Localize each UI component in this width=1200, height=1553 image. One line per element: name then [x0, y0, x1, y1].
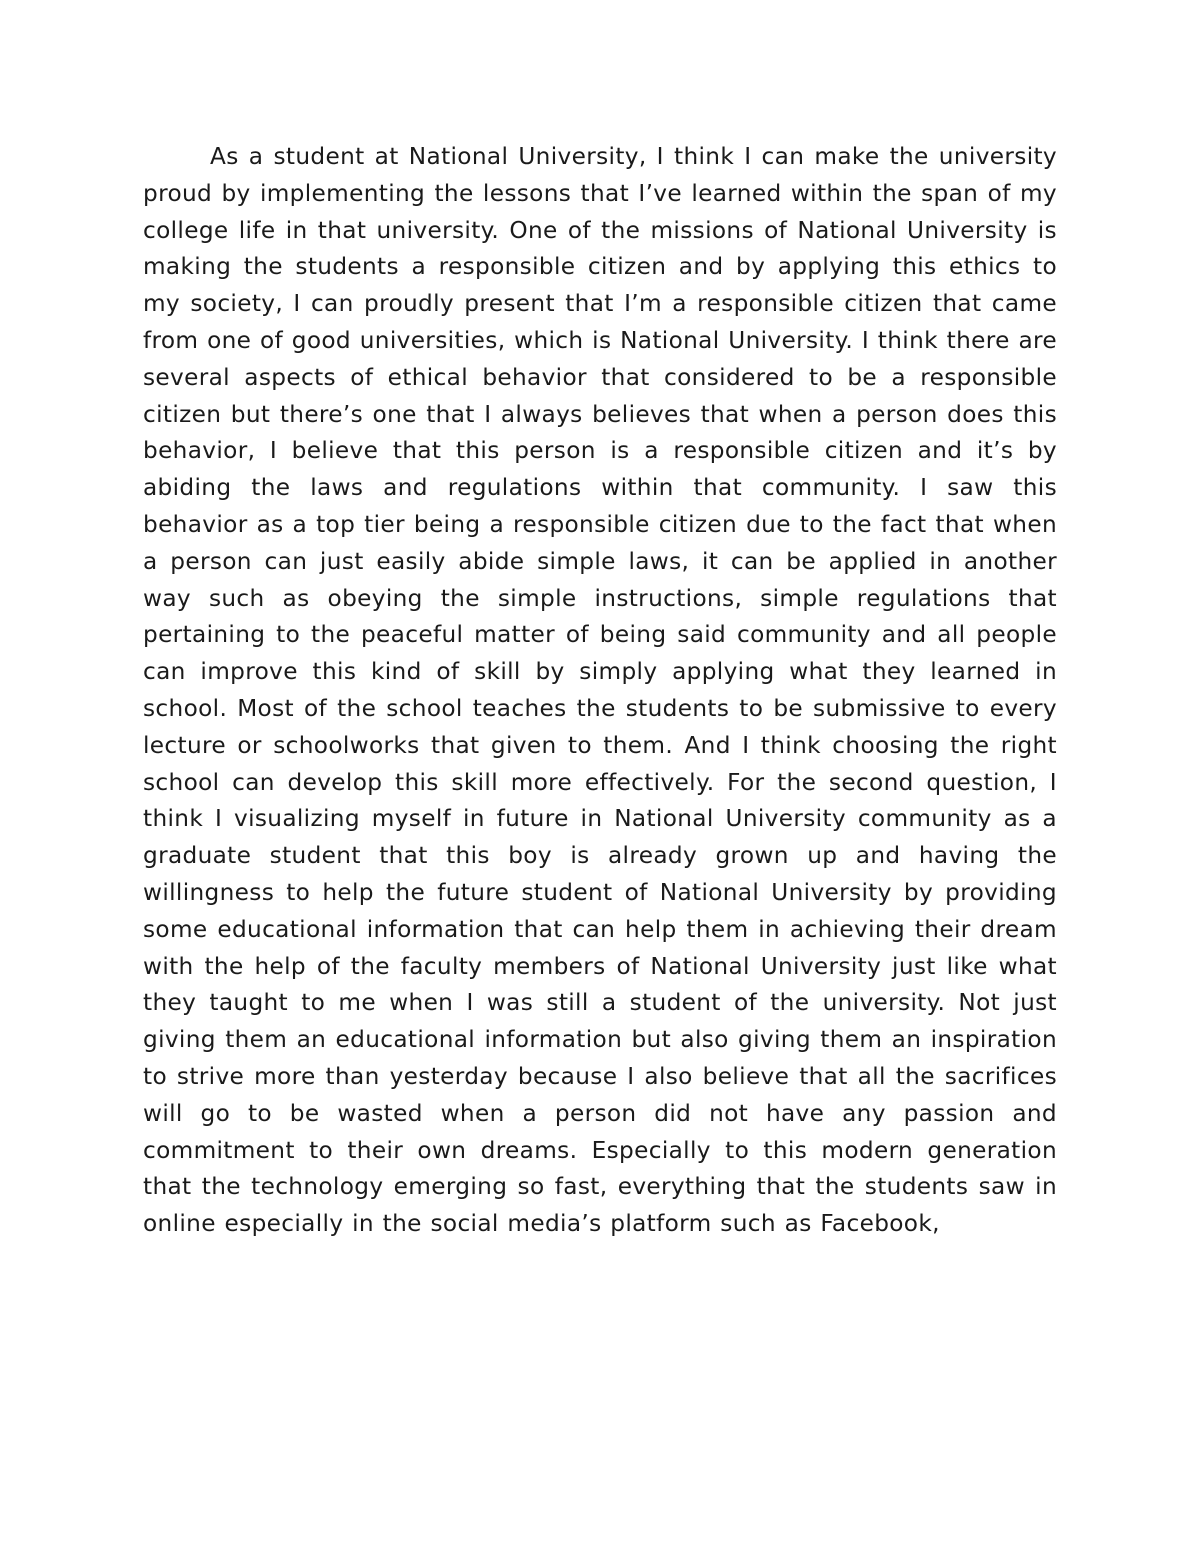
essay-paragraph: As a student at National University, I think I can make the university proud by implementing the lessons that I’ve learned within the span of my college life in that university. One of the missions of National University is making the students a responsible citizen and by applying this ethics to my society, I can proudly present that I’m a responsible citizen that came from one of good universities, which is National University. I think there are several aspects of ethical behavior that considered to be a responsible citizen but there’s one that I always believes that when a person does this behavior, I believe that this person is a responsible citizen and it’s by abiding the laws and regulations within that community. I saw this behavior as a top tier being a responsible citizen due to the fact that when a person can just easily abide simple laws, it can be applied in another way such as obeying the simple instructions, simple regulations that pertaining to the peaceful matter of being said community and all people can improve this kind of skill by simply applying what they learned in school. Most of the school teaches the students to be submissive to every lecture or schoolworks that given to them. And I think choosing the right school can develop this skill more effectively. For the second question, I think I visualizing myself in future in National University community as a graduate student that this boy is already grown up and having the willingness to help the future student of National University by providing some educational information that can help them in achieving their dream with the help of the faculty members of National University just like what they taught to me when I was still a student of the university. Not just giving them an educational information but also giving them an inspiration to strive more than yesterday because I also believe that all the sacrifices will go to be wasted when a person did not have any passion and commitment to their own dreams. Especially to this modern generation that the technology emerging so fast, everything that the students saw in online especially in the social media’s platform such as Facebook,	[143, 143, 1057, 1238]
